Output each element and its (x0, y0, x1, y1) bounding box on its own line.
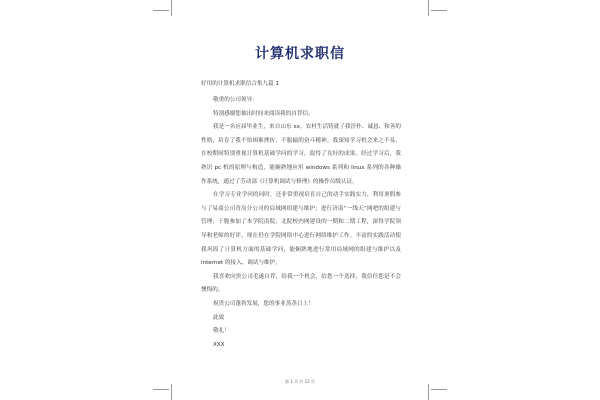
crop-mark (171, 384, 172, 400)
crop-mark (428, 0, 429, 16)
crop-mark (431, 389, 447, 390)
salutation: 敬重的公司领导： (213, 97, 258, 103)
paragraph: 特别感谢您抽出时间来阅读我的自荐信。 (213, 110, 314, 117)
paragraph: 在学习专业学问的同时，还非常重视培育自己的动手实践实力，利用暑假参与了易商公司青岛分公司的局域网组建与维护；进行济南“一线天”网吧的组建与管理；干脆参加了本学院南院、北院校内网建设的一期和二期工程，深得学院领导和老师的好评。现在仍在学院网络中心进行网络维护工作。丰富的实践活动使我巩固了计算机方面的基础学问，能娴熟地进行常用局域网的组建与维护以及 internet 的接入、调试与维护。 (201, 192, 401, 267)
closing: 此致 (213, 314, 225, 321)
paragraph: 祝贵公司蓬勃发展，您的事业蒸蒸日上！ (213, 300, 314, 307)
document-page (171, 10, 429, 390)
paragraph: 我是一名应届毕业生，来自山东 xx，农村生活铸就了我淳朴、诚恳、和善的性格，培育了我不怕困难挫折，不服输的奋斗精神。我深知学习机会来之不易，在校期间特别重视计算机基础学问的学习，取得了良好的成果。经过学习后，我熟识 pc 机的原理与构造，能娴熟地应用 windows 系列和 linux 系列的各种操作系统，通过了劳动部《计算机调试与修理》的操作员级认证。 (201, 124, 401, 185)
closing: 敬礼！ (213, 328, 230, 335)
page-title: 计算机求职信 (255, 46, 345, 62)
crop-mark (171, 0, 172, 16)
crop-mark (153, 10, 169, 11)
letter-body (201, 94, 401, 352)
crop-mark (428, 384, 429, 400)
paragraph: 我喜欢向贵公司毛遂自荐，给我一个机会，给您一个选择，我信任您是不会懊悔的。 (201, 273, 401, 294)
page-footer: 第 1 页 共 12 页 (285, 379, 315, 384)
crop-mark (431, 10, 447, 11)
document-subtitle: 好用的计算机求职信合集九篇 1 (201, 81, 280, 87)
crop-mark (153, 389, 169, 390)
signature: XXX (213, 341, 225, 348)
